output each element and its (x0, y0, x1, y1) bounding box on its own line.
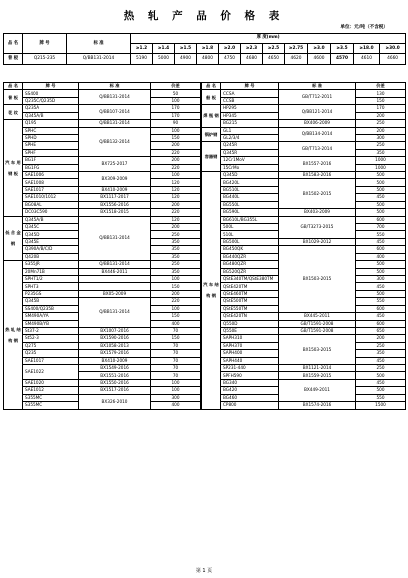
price-cell: 400 (151, 320, 201, 327)
grade-cell: 12Cr1MoV (221, 157, 279, 164)
category-cell: 船 板 (202, 90, 221, 105)
price-cell: 50 (151, 90, 201, 97)
price-cell: 170 (151, 112, 201, 119)
standard-cell: GB/T1591-2008 (279, 320, 356, 327)
price-cell: 200 (151, 142, 201, 149)
thickness-col: ≥1.2 (131, 44, 153, 54)
price-cell: 500 (356, 201, 406, 208)
grade-cell: SAE1020 (23, 379, 79, 386)
grade-cell: BG08AL (23, 201, 79, 208)
standard-cell: BX1503-2015 (279, 246, 356, 313)
grade-cell: Q195 (23, 120, 79, 127)
grade-cell: BG420L (221, 179, 279, 186)
grade-cell: Q420B (23, 253, 79, 260)
standard-cell: BX1590-2016 (79, 335, 151, 342)
grade-cell: SM490A/YA (23, 313, 79, 320)
price-cell: 220 (151, 164, 201, 171)
right-header-grade: 牌 号 (221, 83, 279, 90)
price-cell: 300 (356, 134, 406, 141)
standard-cell (79, 283, 151, 290)
price-cell: 100 (151, 172, 201, 179)
grade-cell: CCSA (221, 90, 279, 97)
grade-cell: S355JR (23, 261, 79, 268)
price-cell: 1500 (356, 402, 406, 409)
price-cell: 350 (356, 149, 406, 156)
grade-cell: Q390A/B/C/D (23, 246, 79, 253)
standard-cell: BX326-2010 (79, 394, 151, 409)
price-cell: 450 (356, 238, 406, 245)
standard-cell: BX403-2009 (279, 209, 356, 216)
grade-cell: QStE500TM (221, 298, 279, 305)
grade-cell: SAPH440 (221, 357, 279, 364)
grade-cell: P235GS (23, 290, 79, 297)
grade-cell: BG510L (221, 186, 279, 193)
price-cell: 70 (151, 365, 201, 372)
left-header-category: 品 名 (4, 83, 23, 90)
price-cell: 250 (356, 342, 406, 349)
category-cell: 焊 瓶 钢 (202, 105, 221, 127)
category-cell: 热 轧 结 构 钢 (4, 261, 23, 409)
grade-cell: SS400/Q235B (23, 305, 79, 312)
price-cell: 550 (356, 298, 406, 305)
standard-cell: BX1058-2013 (79, 342, 151, 349)
price-cell: 220 (151, 209, 201, 216)
grade-cell: BG550L (221, 201, 279, 208)
base-price: 4800 (197, 54, 219, 64)
standard-cell: BX1551-2016 (79, 372, 151, 379)
price-cell: 450 (356, 379, 406, 386)
base-price: 4900 (175, 54, 197, 64)
price-cell: 200 (356, 335, 406, 342)
grade-cell: SAPH400 (221, 350, 279, 357)
price-cell: 350 (151, 246, 201, 253)
base-price: 4660 (380, 54, 406, 64)
grade-cell: BG590L (221, 209, 279, 216)
grade-cell: HP345 (221, 112, 279, 119)
category-cell: 汽 车 用 钢 板 (4, 120, 23, 216)
standard-cell: Q/BB131-2014 (79, 216, 151, 261)
grade-cell: SPFH590 (221, 372, 279, 379)
grade-cell: Q345A/B (23, 216, 79, 223)
standard-cell: Q/BB132-2014 (79, 127, 151, 157)
price-cell: 150 (151, 313, 201, 320)
price-cell: 1000 (356, 157, 406, 164)
price-cell: 200 (151, 224, 201, 231)
grade-cell: QStE340TM/QStE380TM (221, 275, 279, 282)
grade-cell: Q550E (221, 327, 279, 334)
standard-cell: BX1121-2014 (279, 365, 356, 372)
thickness-col: ≥2.3 (241, 44, 263, 54)
grade-cell: S355MC (23, 394, 79, 401)
thickness-col: ≥3.0 (308, 44, 331, 54)
grade-cell: SAE1010/1012 (23, 194, 79, 201)
price-cell: 120 (151, 179, 201, 186)
grade-cell: Q345E (23, 238, 79, 245)
thickness-col: ≥30.0 (380, 44, 406, 54)
grade-cell: SAPH370 (221, 342, 279, 349)
price-cell: 70 (151, 342, 201, 349)
price-cell: 150 (151, 335, 201, 342)
unit-note: 单位：元/吨（不含税） (340, 25, 388, 30)
price-cell: 200 (356, 112, 406, 119)
price-cell: 350 (151, 253, 201, 260)
grade-cell: SAE1017 (23, 186, 79, 193)
standard-cell: BX1007-2016 (79, 327, 151, 334)
price-cell: 500 (356, 290, 406, 297)
standard-cell: BX445-2011 (279, 313, 356, 320)
grade-cell: SPHF (23, 149, 79, 156)
grade-cell: SP231-440 (221, 365, 279, 372)
price-cell: 550 (356, 394, 406, 401)
grade-cell: BG440L (221, 194, 279, 201)
header-thickness: 厚 度(mm) (131, 34, 406, 44)
price-cell: 130 (356, 90, 406, 97)
price-cell: 1000 (356, 164, 406, 171)
price-cell: 450 (356, 283, 406, 290)
price-cell: 550 (356, 231, 406, 238)
price-cell: 500 (356, 209, 406, 216)
price-cell: 100 (151, 379, 201, 386)
grade-cell: S355MC (23, 402, 79, 409)
right-header-price: 价差 (356, 83, 406, 90)
price-cell: 400 (356, 253, 406, 260)
grade-cell: BG215 (221, 120, 279, 127)
grade-cell: Q345D (23, 231, 79, 238)
grade-cell: BG420 (221, 387, 279, 394)
base-price: 4600 (308, 54, 331, 64)
row-grade: Q215-235 (23, 54, 67, 64)
price-cell: 600 (356, 305, 406, 312)
grade-cell: BG1FG (23, 164, 79, 171)
price-cell: 100 (151, 97, 201, 104)
standard-cell: BX1518-2015 (79, 209, 151, 216)
grade-cell: BG460 (221, 394, 279, 401)
thickness-col: ≥1.8 (197, 44, 219, 54)
base-price: 5190 (131, 54, 153, 64)
base-price: 4680 (241, 54, 263, 64)
price-cell: 450 (356, 357, 406, 364)
grade-cell: BG610L/BG355L (221, 216, 279, 223)
price-cell: 500 (356, 179, 406, 186)
price-cell: 650 (356, 327, 406, 334)
row-standard: Q/BB131-2014 (67, 54, 131, 64)
base-price: 4650 (263, 54, 285, 64)
thickness-col: ≥18.0 (354, 44, 380, 54)
grade-cell: Q235 (23, 350, 79, 357)
price-cell: 200 (151, 290, 201, 297)
price-cell: 700 (356, 224, 406, 231)
category-cell: 锅炉钢 (202, 127, 221, 142)
price-cell: 200 (151, 201, 201, 208)
standard-cell: Q/BB121-2014 (279, 105, 356, 120)
price-cell: 150 (151, 134, 201, 141)
right-header-category: 品 名 (202, 83, 221, 90)
price-cell: 600 (356, 320, 406, 327)
grade-cell: CP800 (221, 402, 279, 409)
grade-cell: BG1F (23, 157, 79, 164)
grade-cell: DC03C590 (23, 209, 79, 216)
base-price: 4570 (331, 54, 354, 64)
right-header-standard: 标 准 (279, 83, 356, 90)
grade-cell: 500L (221, 224, 279, 231)
page-number: 第 1 页 (195, 568, 213, 574)
standard-cell: GB/T712-2011 (279, 90, 356, 105)
grade-cell: SPHT3 (23, 283, 79, 290)
price-cell: 90 (151, 120, 201, 127)
grade-cell: SAE1008 (23, 179, 79, 186)
grade-cell: Q550D (221, 320, 279, 327)
price-cell: 250 (356, 365, 406, 372)
standard-cell: BX406-2009 (279, 120, 356, 127)
price-cell: 350 (356, 350, 406, 357)
grade-cell: BG440QZR (221, 253, 279, 260)
price-cell: 350 (151, 238, 201, 245)
standard-cell: BX1559-2015 (279, 372, 356, 379)
category-cell: 汽 车 结 构 钢 (202, 172, 221, 410)
standard-cell: GB/T713-2014 (279, 142, 356, 157)
header-category: 品 名 (4, 34, 23, 54)
standard-cell: Q/BB131-2014 (79, 261, 151, 268)
grade-cell: CCSB (221, 97, 279, 104)
grade-cell: SM490B/YB (23, 320, 79, 327)
price-cell: 500 (356, 372, 406, 379)
grade-cell: Q275 (23, 342, 79, 349)
standard-cell: BX1503-2015 (279, 335, 356, 365)
standard-cell: GB/T1591-2008 (279, 327, 356, 334)
price-cell: 220 (151, 298, 201, 305)
standard-cell: BX1550-2016 (79, 379, 151, 386)
price-cell: 250 (356, 142, 406, 149)
standard-cell: BX1579-2016 (79, 350, 151, 357)
price-cell: 120 (151, 194, 201, 201)
grade-cell: Q235A (23, 105, 79, 112)
standard-cell: GB/T3273-2015 (279, 216, 356, 238)
standard-cell: Q/BB107-2014 (79, 105, 151, 120)
page-title: 热 轧 产 品 价 格 表 (123, 10, 285, 22)
standard-cell: Q/BB131-2014 (79, 90, 151, 105)
grade-cell: SPHC (23, 127, 79, 134)
price-cell: 500 (356, 268, 406, 275)
grade-cell: St37-2 (23, 327, 79, 334)
price-cell: 150 (151, 283, 201, 290)
grade-cell: 15CrMo (221, 164, 279, 171)
standard-cell (79, 275, 151, 282)
standard-cell: BX410-2009 (79, 186, 151, 193)
standard-cell: BX1029-2012 (279, 238, 356, 245)
price-cell: 350 (151, 268, 201, 275)
left-header-price: 价差 (151, 83, 201, 90)
header-grade: 牌 号 (23, 34, 67, 54)
price-cell: 450 (356, 194, 406, 201)
right-price-diff-table (201, 82, 406, 410)
grade-cell: SPHE (23, 142, 79, 149)
thickness-price-table (3, 33, 406, 65)
standard-cell: BX1517-2016 (79, 387, 151, 394)
thickness-col: ≥3.5 (331, 44, 354, 54)
price-cell: 500 (356, 172, 406, 179)
price-cell: 300 (151, 394, 201, 401)
price-cell: 100 (151, 387, 201, 394)
grade-cell: Q245R (221, 142, 279, 149)
price-cell: 70 (151, 372, 201, 379)
thickness-col: ≥2.75 (285, 44, 308, 54)
price-cell: 250 (356, 120, 406, 127)
grade-cell: SS400 (23, 90, 79, 97)
price-cell: 100 (151, 127, 201, 134)
left-price-diff-table (3, 82, 201, 410)
category-cell: 低 合 金 钢 (4, 216, 23, 261)
standard-cell: BX1502-2015 (279, 179, 356, 209)
price-cell: 220 (151, 149, 201, 156)
price-cell: 450 (356, 313, 406, 320)
price-cell: 150 (356, 97, 406, 104)
grade-cell: SPHD (23, 134, 79, 141)
grade-cell: SAPH310 (221, 335, 279, 342)
price-cell: 170 (356, 105, 406, 112)
thickness-col: ≥2.5 (263, 44, 285, 54)
price-cell: 250 (151, 261, 201, 268)
price-cell: 100 (151, 305, 201, 312)
grade-cell: Q345B (23, 298, 79, 305)
grade-cell: Q345D (221, 172, 279, 179)
thickness-col: ≥2.0 (219, 44, 241, 54)
category-cell: 容器钢 (202, 142, 221, 172)
grade-cell: QStE550TM (221, 305, 279, 312)
price-cell: 200 (151, 157, 201, 164)
standard-cell: Q/BB134-2014 (279, 127, 356, 142)
category-cell: 普 板 (4, 90, 23, 105)
grade-cell: BG520QZR (221, 268, 279, 275)
header-standard: 标 准 (67, 34, 131, 54)
thickness-col: ≥1.5 (175, 44, 197, 54)
grade-cell: SAE1017 (23, 357, 79, 364)
grade-cell: SAE1022 (23, 365, 79, 380)
price-cell: 100 (151, 275, 201, 282)
grade-cell: Q345R (221, 149, 279, 156)
standard-cell: BX309-2009 (79, 172, 151, 187)
price-cell: 300 (356, 275, 406, 282)
standard-cell: BX449-2011 (279, 379, 356, 401)
standard-cell: BX05-2009 (79, 290, 151, 297)
standard-cell: BX446-2011 (79, 268, 151, 275)
base-price: 4750 (219, 54, 241, 64)
standard-cell: BX1557-2016 (279, 157, 356, 172)
category-cell: 花 纹 (4, 105, 23, 120)
standard-cell: BX1583-2016 (279, 172, 356, 179)
price-cell: 70 (151, 327, 201, 334)
grade-cell: 510L (221, 231, 279, 238)
standard-cell: Q/BB131-2014 (79, 120, 151, 127)
base-price: 4620 (285, 54, 308, 64)
grade-cell: BG500L (221, 238, 279, 245)
left-header-grade: 牌 号 (23, 83, 79, 90)
price-cell: 400 (151, 402, 201, 409)
price-cell: 70 (151, 350, 201, 357)
grade-cell: QStE460TM (221, 290, 279, 297)
price-cell: 120 (151, 216, 201, 223)
grade-cell: GL2/3/4 (221, 134, 279, 141)
grade-cell: SAE1012 (23, 387, 79, 394)
price-cell: 500 (356, 186, 406, 193)
price-cell: 70 (151, 357, 201, 364)
standard-cell: BX725-2017 (79, 157, 151, 172)
price-cell: 500 (356, 387, 406, 394)
grade-cell: BG480QZR (221, 261, 279, 268)
price-cell: 600 (356, 246, 406, 253)
grade-cell: Q345A/B (23, 112, 79, 119)
grade-cell: GL1 (221, 127, 279, 134)
standard-cell: BX1556-2016 (79, 201, 151, 208)
grade-cell: 20Mn71B (23, 268, 79, 275)
grade-cell: HP295 (221, 105, 279, 112)
grade-cell: SPHT1/2 (23, 275, 79, 282)
price-cell: 200 (356, 127, 406, 134)
standard-cell: BX1574-2016 (279, 402, 356, 409)
base-price: 5000 (153, 54, 175, 64)
standard-cell: BX1549-2016 (79, 365, 151, 372)
standard-cell: BX410-2009 (79, 357, 151, 364)
price-cell: 500 (356, 261, 406, 268)
grade-cell: BG340 (221, 379, 279, 386)
price-cell: 120 (151, 186, 201, 193)
price-cell: 600 (356, 216, 406, 223)
grade-cell: Q345C (23, 224, 79, 231)
standard-cell: Q/BB131-2014 (79, 298, 151, 328)
grade-cell: Q235C/Q235D (23, 97, 79, 104)
left-header-standard: 标 准 (79, 83, 151, 90)
grade-cell: SAE1006 (23, 172, 79, 179)
grade-cell: QStE420TN (221, 313, 279, 320)
price-cell: 170 (151, 105, 201, 112)
price-cell: 250 (151, 231, 201, 238)
grade-cell: St52-3 (23, 335, 79, 342)
grade-cell: QStE420TM (221, 283, 279, 290)
row-category: 普 板 (4, 54, 23, 64)
standard-cell: BX1117-2017 (79, 194, 151, 201)
base-price: 4610 (354, 54, 380, 64)
grade-cell: BG450QK (221, 246, 279, 253)
thickness-col: ≥1.4 (153, 44, 175, 54)
